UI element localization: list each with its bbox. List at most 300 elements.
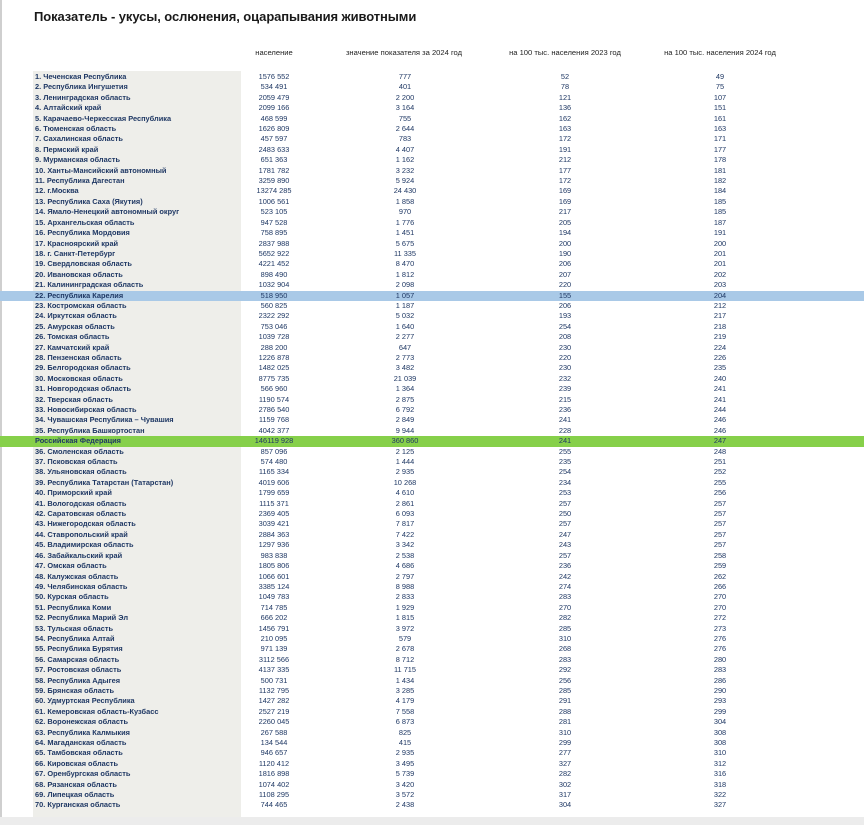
region-name-cell: 36. Смоленская область: [35, 446, 124, 456]
population-cell: 1159 768: [258, 415, 290, 425]
rate-2023-cell: 283: [558, 654, 572, 664]
table-row: [0, 800, 864, 810]
rate-2023-cell: 169: [558, 196, 572, 206]
population-cell: 1120 412: [258, 758, 290, 768]
rate-2024-cell: 201: [713, 259, 727, 269]
rate-2023-cell: 206: [558, 300, 572, 310]
population-cell: 1132 795: [258, 685, 290, 695]
rate-2024-cell: 217: [713, 311, 727, 321]
table-row: [0, 93, 864, 103]
table-row: [0, 478, 864, 488]
rate-2024-cell: 318: [713, 779, 727, 789]
population-cell: 898 490: [260, 269, 288, 279]
rate-2024-cell: 244: [713, 405, 727, 414]
rate-2023-cell: 230: [558, 363, 572, 373]
rate-2024-cell: 257: [713, 498, 727, 508]
region-name-cell: 8. Пермский край: [35, 144, 99, 154]
rate-2023-cell: 194: [558, 228, 572, 238]
population-cell: 2884 363: [258, 529, 290, 539]
population-cell: 3385 124: [258, 581, 290, 591]
rate-2024-cell: 276: [713, 633, 727, 643]
value-2024-cell: 1 162: [395, 155, 415, 165]
value-2024-cell: 2 678: [395, 644, 415, 654]
table-row: [0, 696, 864, 706]
rate-2023-cell: 256: [558, 675, 572, 685]
table-row: [0, 103, 864, 113]
table-row: [0, 239, 864, 249]
rate-2023-cell: 205: [558, 217, 572, 227]
population-cell: 1482 025: [258, 363, 290, 373]
rate-2024-cell: 312: [713, 758, 727, 768]
rate-2024-cell: 181: [713, 165, 727, 175]
value-2024-cell: 1 858: [395, 196, 415, 206]
rate-2023-cell: 155: [558, 290, 572, 300]
population-cell: 758 895: [260, 228, 288, 238]
table-row: [0, 509, 864, 519]
population-cell: 1165 334: [258, 467, 290, 477]
table-row: [0, 624, 864, 634]
population-cell: 2483 633: [258, 144, 290, 154]
table-row-total: [0, 436, 864, 446]
table-row: [0, 769, 864, 779]
page-title: Показатель - укусы, ослюнения, оцарапывания животными: [34, 9, 417, 24]
value-2024-cell: 21 039: [393, 373, 417, 383]
region-name-cell: 17. Красноярский край: [35, 238, 119, 248]
region-name-cell: Российская Федерация: [35, 436, 121, 446]
rate-2024-cell: 273: [713, 623, 727, 633]
table-row: [0, 561, 864, 571]
value-2024-cell: 3 972: [395, 623, 415, 633]
value-2024-cell: 360 860: [391, 436, 419, 446]
population-cell: 134 544: [260, 738, 288, 747]
region-name-cell: 25. Амурская область: [35, 321, 115, 331]
table-row: [0, 228, 864, 238]
table-row: [0, 176, 864, 186]
population-cell: 457 597: [260, 134, 288, 144]
table-row: [0, 270, 864, 280]
rate-2024-cell: 187: [713, 217, 727, 227]
rate-2023-cell: 172: [558, 176, 572, 186]
value-2024-cell: 2 098: [395, 280, 415, 290]
population-cell: 857 096: [260, 446, 288, 456]
value-2024-cell: 10 268: [393, 477, 417, 487]
region-name-cell: 23. Костромская область: [35, 300, 127, 310]
data-table: [0, 72, 864, 811]
table-row: [0, 301, 864, 311]
region-name-cell: 6. Тюменская область: [35, 124, 117, 134]
region-name-cell: 29. Белгородская область: [35, 363, 131, 373]
table-row: [0, 717, 864, 727]
population-cell: 1781 782: [258, 165, 290, 175]
rate-2023-cell: 78: [560, 82, 570, 92]
table-row-highlighted: [0, 291, 864, 301]
population-cell: 1816 898: [258, 769, 290, 779]
table-row: [0, 82, 864, 92]
rate-2023-cell: 281: [558, 717, 572, 727]
region-name-cell: 47. Омская область: [35, 561, 107, 571]
region-name-cell: 61. Кемеровская область-Кузбасс: [35, 706, 159, 716]
rate-2024-cell: 290: [713, 685, 727, 695]
rate-2023-cell: 242: [558, 571, 572, 581]
region-name-cell: 43. Нижегородская область: [35, 519, 136, 529]
value-2024-cell: 1 812: [395, 269, 415, 279]
value-2024-cell: 6 093: [395, 509, 415, 519]
population-cell: 3039 421: [258, 519, 290, 529]
region-name-cell: 39. Республика Татарстан (Татарстан): [35, 477, 174, 487]
table-row: [0, 644, 864, 654]
region-name-cell: 48. Калужская область: [35, 571, 119, 581]
region-name-cell: 15. Архангельская область: [35, 217, 135, 227]
table-row: [0, 603, 864, 613]
table-row: [0, 530, 864, 540]
rate-2023-cell: 228: [558, 425, 572, 435]
value-2024-cell: 777: [398, 72, 412, 81]
rate-2024-cell: 226: [713, 352, 727, 362]
population-cell: 8775 735: [258, 373, 290, 383]
value-2024-cell: 755: [398, 113, 412, 123]
table-row: [0, 759, 864, 769]
region-name-cell: 30. Московская область: [35, 373, 123, 383]
region-name-cell: 2. Республика Ингушетия: [35, 82, 128, 92]
rate-2023-cell: 317: [558, 790, 572, 800]
population-cell: 1626 809: [258, 124, 290, 134]
rate-2024-cell: 49: [715, 72, 725, 81]
population-cell: 468 599: [260, 113, 288, 123]
rate-2024-cell: 304: [713, 717, 727, 727]
rate-2023-cell: 285: [558, 685, 572, 695]
table-row: [0, 384, 864, 394]
population-cell: 518 950: [260, 290, 288, 300]
rate-2024-cell: 257: [713, 540, 727, 550]
rate-2023-cell: 283: [558, 592, 572, 602]
population-cell: 947 528: [260, 217, 288, 227]
value-2024-cell: 401: [398, 82, 412, 92]
population-cell: 1006 561: [258, 196, 290, 206]
rate-2024-cell: 272: [713, 613, 727, 623]
value-2024-cell: 4 179: [395, 696, 415, 706]
population-cell: 267 588: [260, 727, 288, 737]
table-row: [0, 405, 864, 415]
rate-2023-cell: 215: [558, 394, 572, 404]
rate-2023-cell: 310: [558, 727, 572, 737]
table-row: [0, 259, 864, 269]
value-2024-cell: 3 164: [395, 103, 415, 113]
population-cell: 574 480: [260, 457, 288, 467]
table-row: [0, 738, 864, 748]
region-name-cell: 5. Карачаево-Черкесская Республика: [35, 113, 172, 123]
rate-2023-cell: 193: [558, 311, 572, 321]
rate-2023-cell: 136: [558, 103, 572, 113]
table-row: [0, 332, 864, 342]
value-2024-cell: 2 797: [395, 571, 415, 581]
rate-2024-cell: 224: [713, 342, 727, 352]
table-row: [0, 499, 864, 509]
region-name-cell: 24. Иркутская область: [35, 311, 117, 321]
region-name-cell: 27. Камчатский край: [35, 342, 110, 352]
table-row: [0, 582, 864, 592]
value-2024-cell: 1 640: [395, 321, 415, 331]
rate-2024-cell: 299: [713, 706, 727, 716]
table-row: [0, 665, 864, 675]
value-2024-cell: 2 935: [395, 467, 415, 477]
value-2024-cell: 1 929: [395, 602, 415, 612]
region-name-cell: 40. Приморский край: [35, 488, 112, 498]
population-cell: 1576 552: [258, 72, 290, 81]
rate-2024-cell: 177: [713, 144, 727, 154]
value-2024-cell: 3 572: [395, 790, 415, 800]
table-row: [0, 72, 864, 82]
table-row: [0, 426, 864, 436]
rate-2023-cell: 200: [558, 238, 572, 248]
rate-2023-cell: 257: [558, 550, 572, 560]
rate-2023-cell: 220: [558, 352, 572, 362]
rate-2024-cell: 200: [713, 238, 727, 248]
population-cell: 288 200: [260, 342, 288, 352]
region-name-cell: 16. Республика Мордовия: [35, 228, 130, 238]
rate-2024-cell: 191: [713, 228, 727, 238]
table-row: [0, 780, 864, 790]
table-row: [0, 592, 864, 602]
region-name-cell: 64. Магаданская область: [35, 738, 127, 747]
rate-2024-cell: 258: [713, 550, 727, 560]
rate-2023-cell: 208: [558, 332, 572, 342]
rate-2023-cell: 299: [558, 738, 572, 747]
region-name-cell: 12. г.Москва: [35, 186, 79, 196]
rate-2023-cell: 241: [558, 415, 572, 425]
table-row: [0, 415, 864, 425]
table-row: [0, 457, 864, 467]
value-2024-cell: 415: [398, 738, 412, 747]
value-2024-cell: 3 482: [395, 363, 415, 373]
rate-2024-cell: 327: [713, 800, 727, 810]
population-cell: 4221 452: [258, 259, 290, 269]
region-name-cell: 20. Ивановская область: [35, 269, 123, 279]
population-cell: 744 465: [260, 800, 288, 810]
rate-2024-cell: 280: [713, 654, 727, 664]
table-row: [0, 155, 864, 165]
value-2024-cell: 7 817: [395, 519, 415, 529]
value-2024-cell: 9 944: [395, 425, 415, 435]
population-cell: 1190 574: [258, 394, 290, 404]
table-row: [0, 353, 864, 363]
value-2024-cell: 4 407: [395, 144, 415, 154]
value-2024-cell: 2 438: [395, 800, 415, 810]
rate-2024-cell: 248: [713, 446, 727, 456]
rate-2023-cell: 291: [558, 696, 572, 706]
population-cell: 534 491: [260, 82, 288, 92]
region-name-cell: 22. Республика Карелия: [35, 290, 124, 300]
rate-2023-cell: 243: [558, 540, 572, 550]
population-cell: 4137 335: [258, 665, 290, 675]
region-name-cell: 31. Новгородская область: [35, 384, 132, 394]
region-name-cell: 70. Курганская область: [35, 800, 121, 810]
value-2024-cell: 2 849: [395, 415, 415, 425]
table-row: [0, 249, 864, 259]
column-header-value-2024: значение показателя за 2024 год: [345, 48, 463, 57]
value-2024-cell: 5 924: [395, 176, 415, 186]
value-2024-cell: 1 444: [395, 457, 415, 467]
rate-2023-cell: 220: [558, 280, 572, 290]
table-row: [0, 395, 864, 405]
value-2024-cell: 11 335: [393, 248, 417, 258]
population-cell: 3112 566: [258, 654, 290, 664]
region-name-cell: 14. Ямало-Ненецкий автономный округ: [35, 207, 180, 217]
region-name-cell: 54. Республика Алтай: [35, 633, 115, 643]
rate-2024-cell: 241: [713, 384, 727, 394]
table-row: [0, 134, 864, 144]
rate-2024-cell: 270: [713, 592, 727, 602]
region-name-cell: 45. Владимирская область: [35, 540, 134, 550]
value-2024-cell: 24 430: [393, 186, 417, 196]
table-row: [0, 707, 864, 717]
rate-2024-cell: 246: [713, 415, 727, 425]
region-name-cell: 46. Забайкальский край: [35, 550, 123, 560]
table-row: [0, 186, 864, 196]
rate-2023-cell: 327: [558, 758, 572, 768]
rate-2024-cell: 257: [713, 519, 727, 529]
value-2024-cell: 2 935: [395, 748, 415, 758]
population-cell: 2369 405: [258, 509, 290, 519]
table-row: [0, 218, 864, 228]
region-name-cell: 66. Кировская область: [35, 758, 119, 768]
value-2024-cell: 4 610: [395, 488, 415, 498]
rate-2023-cell: 257: [558, 519, 572, 529]
population-cell: 13274 285: [256, 186, 292, 196]
population-cell: 1032 904: [258, 280, 290, 290]
population-cell: 983 838: [260, 550, 288, 560]
region-name-cell: 55. Республика Бурятия: [35, 644, 123, 654]
table-row: [0, 280, 864, 290]
rate-2024-cell: 201: [713, 248, 727, 258]
value-2024-cell: 1 451: [395, 228, 415, 238]
rate-2024-cell: 308: [713, 738, 727, 747]
table-row: [0, 467, 864, 477]
population-cell: 1108 295: [258, 790, 290, 800]
population-cell: 753 046: [260, 321, 288, 331]
population-cell: 2099 166: [258, 103, 290, 113]
rate-2024-cell: 212: [713, 300, 727, 310]
value-2024-cell: 783: [398, 134, 412, 144]
population-cell: 1226 878: [258, 352, 290, 362]
population-cell: 2322 292: [258, 311, 290, 321]
value-2024-cell: 8 712: [395, 654, 415, 664]
population-cell: 2059 479: [258, 92, 290, 102]
column-header-population: население: [255, 48, 293, 57]
rate-2023-cell: 253: [558, 488, 572, 498]
region-name-cell: 18. г. Санкт-Петербург: [35, 248, 116, 258]
rate-2024-cell: 163: [713, 124, 727, 134]
region-name-cell: 38. Ульяновская область: [35, 467, 127, 477]
rate-2023-cell: 190: [558, 248, 572, 258]
table-row: [0, 197, 864, 207]
value-2024-cell: 4 686: [395, 561, 415, 571]
value-2024-cell: 1 364: [395, 384, 415, 394]
region-name-cell: 57. Ростовская область: [35, 665, 122, 675]
region-name-cell: 62. Воронежская область: [35, 717, 129, 727]
rate-2023-cell: 282: [558, 769, 572, 779]
rate-2024-cell: 171: [713, 134, 727, 144]
value-2024-cell: 1 434: [395, 675, 415, 685]
population-cell: 4019 606: [258, 477, 290, 487]
rate-2023-cell: 235: [558, 457, 572, 467]
rate-2024-cell: 240: [713, 373, 727, 383]
value-2024-cell: 2 644: [395, 124, 415, 134]
population-cell: 2527 219: [258, 706, 290, 716]
rate-2023-cell: 282: [558, 613, 572, 623]
rate-2023-cell: 234: [558, 477, 572, 487]
value-2024-cell: 2 773: [395, 352, 415, 362]
region-name-cell: 9. Мурманская область: [35, 155, 121, 165]
rate-2024-cell: 270: [713, 602, 727, 612]
rate-2024-cell: 293: [713, 696, 727, 706]
rate-2024-cell: 259: [713, 561, 727, 571]
region-name-cell: 11. Республика Дагестан: [35, 176, 125, 186]
value-2024-cell: 5 739: [395, 769, 415, 779]
population-cell: 1456 791: [258, 623, 290, 633]
value-2024-cell: 3 232: [395, 165, 415, 175]
rate-2023-cell: 217: [558, 207, 572, 217]
rate-2023-cell: 206: [558, 259, 572, 269]
population-cell: 4042 377: [258, 425, 290, 435]
table-row: [0, 447, 864, 457]
rate-2024-cell: 247: [713, 436, 727, 446]
table-row: [0, 124, 864, 134]
rate-2024-cell: 308: [713, 727, 727, 737]
region-name-cell: 13. Республика Саха (Якутия): [35, 196, 143, 206]
rate-2023-cell: 254: [558, 321, 572, 331]
value-2024-cell: 970: [398, 207, 412, 217]
rate-2024-cell: 322: [713, 790, 727, 800]
rate-2024-cell: 178: [713, 155, 727, 165]
region-name-cell: 59. Брянская область: [35, 685, 115, 695]
region-name-cell: 7. Сахалинская область: [35, 134, 123, 144]
rate-2023-cell: 285: [558, 623, 572, 633]
table-row: [0, 207, 864, 217]
population-cell: 2837 988: [258, 238, 290, 248]
value-2024-cell: 2 861: [395, 498, 415, 508]
rate-2024-cell: 151: [713, 103, 727, 113]
population-cell: 1297 936: [258, 540, 290, 550]
rate-2023-cell: 270: [558, 602, 572, 612]
population-cell: 946 657: [260, 748, 288, 758]
population-cell: 1066 601: [258, 571, 290, 581]
value-2024-cell: 8 988: [395, 581, 415, 591]
rate-2023-cell: 121: [558, 92, 572, 102]
rate-2023-cell: 162: [558, 113, 572, 123]
region-name-cell: 50. Курская область: [35, 592, 109, 602]
region-name-cell: 56. Самарская область: [35, 654, 120, 664]
page-bottom-edge: [0, 817, 864, 825]
population-cell: 2786 540: [258, 405, 290, 414]
region-name-cell: 44. Ставропольский край: [35, 529, 128, 539]
value-2024-cell: 2 538: [395, 550, 415, 560]
column-header-rate-2024: на 100 тыс. населения 2024 год: [664, 48, 776, 57]
rate-2024-cell: 161: [713, 113, 727, 123]
rate-2023-cell: 212: [558, 155, 572, 165]
rate-2024-cell: 252: [713, 467, 727, 477]
rate-2023-cell: 292: [558, 665, 572, 675]
rate-2023-cell: 274: [558, 581, 572, 591]
rate-2023-cell: 169: [558, 186, 572, 196]
region-name-cell: 42. Саратовская область: [35, 509, 127, 519]
table-row: [0, 322, 864, 332]
rate-2024-cell: 218: [713, 321, 727, 331]
population-cell: 651 363: [260, 155, 288, 165]
rate-2024-cell: 256: [713, 488, 727, 498]
table-row: [0, 488, 864, 498]
rate-2024-cell: 255: [713, 477, 727, 487]
region-name-cell: 58. Республика Адыгея: [35, 675, 121, 685]
